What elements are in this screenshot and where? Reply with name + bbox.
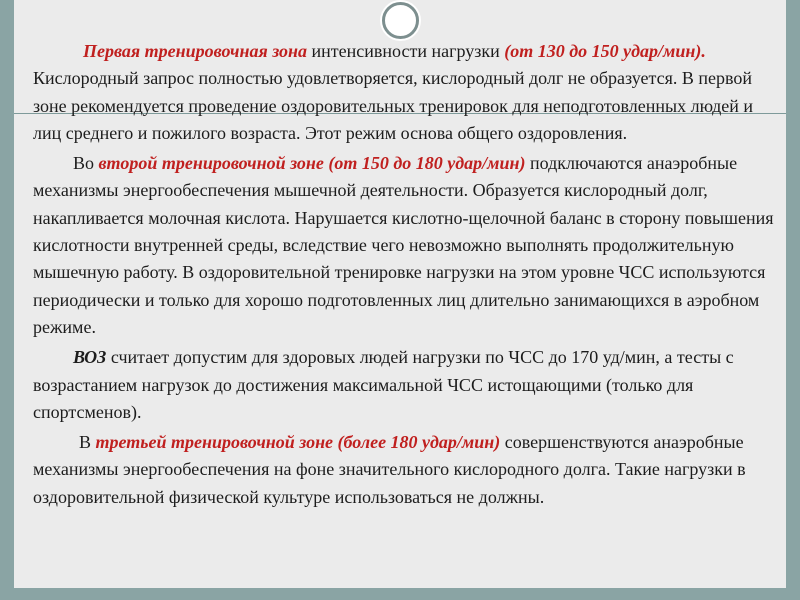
- third-zone-text-2: совершенствуются анаэробные механизмы энергообеспечения на фоне значительного кислородного долга. Такие нагрузки в оздоровительной физической культуре использоваться не должны.: [33, 432, 746, 507]
- paragraph-second-zone: [33, 150, 785, 341]
- third-zone-title: третьей тренировочной зоне (более 180 удар/мин): [95, 432, 501, 453]
- paragraph-who: [33, 344, 785, 426]
- first-zone-text-1: интенсивности нагрузки: [307, 41, 505, 61]
- who-abbreviation: ВОЗ: [73, 347, 107, 368]
- left-decor-band: [0, 0, 14, 600]
- second-zone-text-2: подключаются анаэробные механизмы энергообеспечения мышечной деятельности. Образуется кислородный долг, накапливается молочная кислота. Нарушается кислотно-щелочной баланс в сторону повышения кислотности внутренней среды, вследствие чего невозможно выполнять продолжительную мышечную работу. В оздоровительной тренировке нагрузки на этом уровне ЧСС используются периодически и только для хорошо подготовленных лиц длительно занимающихся в аэробном режиме.: [33, 153, 774, 337]
- second-zone-text-1: Во: [73, 153, 99, 174]
- second-zone-title: второй тренировочной зоне (от 150 до 180 удар/мин): [98, 153, 526, 174]
- third-zone-text-1: В: [79, 432, 96, 453]
- slide-body-text: [33, 38, 785, 511]
- bottom-decor-band: [0, 588, 800, 600]
- first-zone-range: (от 130 до 150 удар/мин).: [504, 41, 706, 61]
- decor-circle-icon: [382, 2, 419, 39]
- paragraph-first-zone: [33, 38, 785, 147]
- who-text: считает допустим для здоровых людей нагрузки по ЧСС до 170 уд/мин, а тесты с возрастанием нагрузок до достижения максимальной ЧСС истощающими (только для спортсменов).: [33, 347, 734, 422]
- right-decor-band: [786, 0, 800, 600]
- first-zone-title: Первая тренировочная зона: [83, 41, 308, 61]
- first-zone-text-2: Кислородный запрос полностью удовлетворяется, кислородный долг не образуется. В первой зоне рекомендуется проведение оздоровительных тренировок для неподготовленных людей и лиц среднего и пожилого возраста. Этот режим основа общего оздоровления.: [33, 68, 754, 143]
- paragraph-third-zone: [33, 429, 785, 511]
